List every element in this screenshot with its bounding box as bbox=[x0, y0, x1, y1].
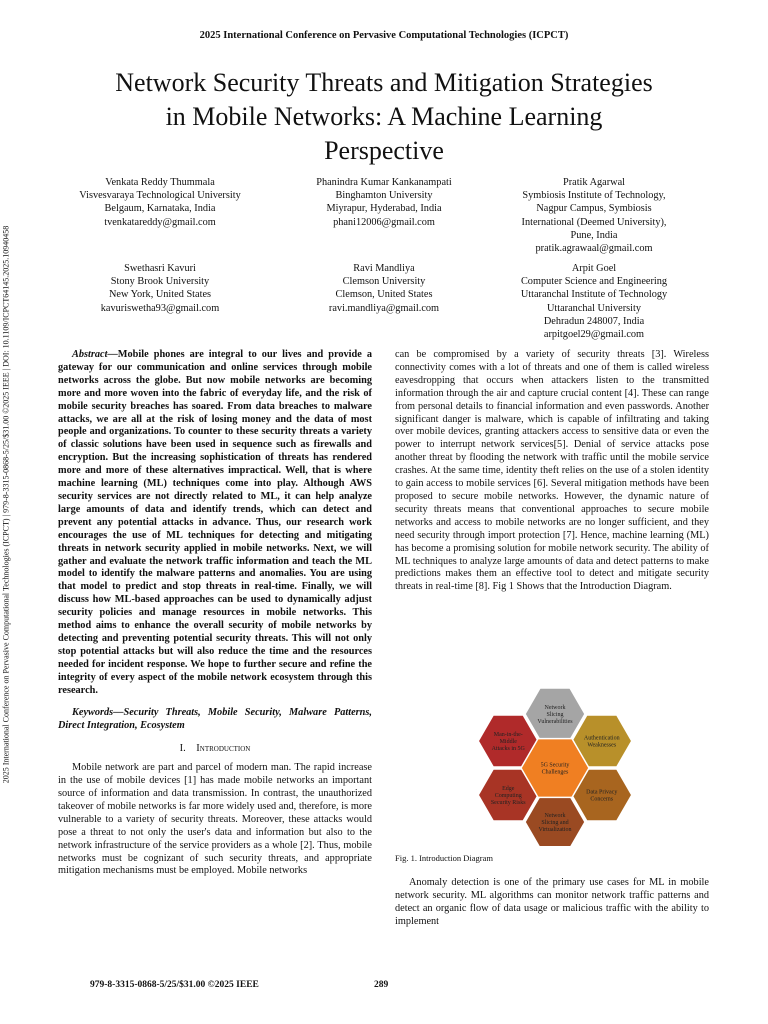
keywords-text: Security Threats, Mobile Security, Malware Patterns, Direct Integration, Ecosystem bbox=[58, 707, 372, 732]
diagram-node-label: Attacks in 5G bbox=[491, 746, 525, 752]
author-block bbox=[50, 176, 270, 229]
author-affiliation: Uttaranchal University bbox=[546, 302, 642, 314]
author-email: phani12006@gmail.com bbox=[333, 216, 435, 228]
author-affiliation: Stony Brook University bbox=[110, 276, 210, 288]
keywords bbox=[58, 707, 372, 733]
author-email: pratik.agrawaal@gmail.com bbox=[535, 243, 653, 255]
conference-header: 2025 International Conference on Pervasive Computational Technologies (ICPCT) bbox=[199, 30, 569, 41]
page-number: 289 bbox=[374, 980, 389, 990]
author-affiliation: Uttaranchal Institute of Technology bbox=[520, 289, 668, 301]
diagram-node-label: Slicing bbox=[546, 712, 564, 718]
side-doi-text: 2025 International Conference on Pervasive Computational Technologies (ICPCT) | 979-8-3315-0868-5/25/$31.00 ©2025 IEEE | DOI: 10.1109/ICPCT64145.2025.10940458 bbox=[1, 225, 11, 784]
left-column bbox=[58, 349, 372, 878]
section-title: Introduction bbox=[196, 743, 251, 755]
intro-paragraph: Mobile network are part and parcel of modern man. The rapid increase in the use of mobile devices [1] has made mobile networks an important source of information and data transmission. In contrast, the unauthorized takeover of mobile networks is far more widely used and, therefore, is more vulnerable to a variety of security threats. Moreover, these attacks would pose a threat to not only the user's data and information but also to the network infrastructure of the service providers as a whole [2]. Thus, mobile networks must be cognizant of such security threats, and appropriate mitigation mechanisms must be employed. Mobile networks bbox=[58, 762, 372, 877]
author-name: Venkata Reddy Thummala bbox=[105, 177, 215, 188]
author-email: tvenkatareddy@gmail.com bbox=[104, 216, 216, 228]
title-line: Network Security Threats and Mitigation Strategies bbox=[115, 68, 653, 97]
author-affiliation: Nagpur Campus, Symbiosis bbox=[536, 203, 652, 215]
keywords-label: Keywords— bbox=[72, 707, 124, 719]
diagram-node-label: Concerns bbox=[590, 796, 614, 803]
author-name: Ravi Mandliya bbox=[353, 263, 415, 274]
side-doi-strip bbox=[0, 0, 14, 1024]
diagram-node-label: Slicing and bbox=[541, 820, 569, 826]
diagram-node bbox=[525, 688, 585, 740]
author-block bbox=[274, 262, 494, 315]
abstract bbox=[58, 349, 372, 697]
body-paragraph: can be compromised by a variety of security threats [3]. Wireless connectivity comes with a lot of threats and one of them is called wireless eavesdropping that occurs when attackers listen to the transmitted information through the air and capture crucial content [4]. These can range from personal details to financial information and even passwords. Another significant danger is malware, which is capable of infiltrating and taking over mobile devices, granting attackers access to sensitive data or even the power to interrupt network services[5]. Denial of service attacks pose another threat by flooding the network with traffic until the mobile service crashes. At the same time, identity theft relies on the use of a stolen identity to gain access to mobile services [6]. Several mitigation methods have been proposed to secure mobile networks. However, the dynamic nature of security threats means that conventional approaches to secure mobile networks and access to mobile networks are no longer sufficient, and they need security through import protection [7]. Hence, machine learning (ML) has become a promising solution for mobile network security. The ability of ML techniques to analyze large amounts of data and detect patterns to make predictions makes them an effective tool to detect and mitigate security threats in real-time [8]. Fig 1 Shows that the Introduction Diagram. bbox=[395, 349, 709, 593]
author-block bbox=[274, 176, 494, 229]
diagram-node-label: Computing bbox=[494, 793, 522, 799]
footer-isbn: 979-8-3315-0868-5/25/$31.00 ©2025 IEEE bbox=[90, 980, 259, 990]
title-line: in Mobile Networks: A Machine Learning bbox=[165, 102, 603, 131]
right-column-top bbox=[395, 349, 709, 594]
diagram-node-label: Data Privacy bbox=[586, 789, 618, 796]
diagram-node-label: Security Risks bbox=[490, 800, 526, 806]
title-line: Perspective bbox=[324, 136, 444, 165]
author-affiliation: Clemson University bbox=[342, 276, 426, 288]
body-paragraph: Anomaly detection is one of the primary use cases for ML in mobile network security. ML algorithms can monitor network traffic patterns and detect an organic flow of data usage or malicious traffic with the ability to implement bbox=[395, 877, 709, 927]
author-location: Pune, India bbox=[570, 229, 618, 241]
diagram-node-label: Edge bbox=[502, 786, 515, 792]
author-affiliation: International (Deemed University), bbox=[521, 216, 667, 228]
right-column-bottom bbox=[395, 877, 709, 929]
diagram-node-label: Virtualization bbox=[538, 827, 572, 833]
author-email: arpitgoel29@gmail.com bbox=[543, 329, 645, 341]
section-number: I. bbox=[179, 743, 186, 755]
diagram-node-label: Weaknesses bbox=[587, 742, 617, 749]
abstract-text: Mobile phones are integral to our lives and provide a gateway for our communication and online services through mobile networks across the globe. But now mobile networks are becoming more and more woven into the fabric of everyday life, and the risk of mobile security breaches has soared. From data breaches to malware attacks, we are all at the risk of losing money and the data of most people and organizations. To counter to these security threats a variety of classic solutions have been used in sequence such as firewalls and encryption. But the increasing sophistication of threats has rendered more and more of these alternatives impractical. Well, that is where machine learning (ML) techniques come into play. Although AWS security services are not directly related to ML, it can help analyze large amounts of data and identify trends, which can detect and prevent any potential attacks in advance. Thus, our research work encourages the use of ML techniques for detecting and mitigating threats in network security applied in mobile networks. Next, we will gather and evaluate the network traffic information and teach the ML model to identify the malware patterns and anomalies. You are using that model to predict and stop threats in real-time. Finally, we will discuss how ML-based approaches can be used to dynamically adjust security policies and manage resources in mobile networks. This method aims to enhance the overall security of mobile networks by detecting and preventing potential security threats. This will not only stop potential attacks but will also reduce the time and the resources needed for incident response. We hope to further secure and refine the integrity of every aspect of the mobile network ecosystem through this research. bbox=[58, 349, 372, 696]
author-location: Clemson, United States bbox=[335, 289, 433, 301]
abstract-label: Abstract— bbox=[72, 349, 118, 360]
diagram-node-label: Challenges bbox=[541, 769, 569, 776]
author-location: New York, United States bbox=[108, 289, 212, 301]
author-email: ravi.mandliya@gmail.com bbox=[328, 302, 440, 314]
introduction-diagram bbox=[440, 670, 670, 846]
author-location: Dehradun 248007, India bbox=[543, 315, 645, 327]
author-block bbox=[484, 262, 704, 341]
author-affiliation: Binghamton University bbox=[335, 190, 433, 202]
author-name: Pratik Agarwal bbox=[562, 177, 626, 188]
figure-caption: Fig. 1. Introduction Diagram bbox=[395, 853, 493, 863]
diagram-node-label: Network bbox=[544, 705, 566, 711]
author-block bbox=[50, 262, 270, 315]
author-location: Miyrapur, Hyderabad, India bbox=[326, 203, 442, 215]
diagram-node-label: Authentication bbox=[583, 735, 620, 742]
diagram-node-label: Network bbox=[544, 813, 566, 819]
author-location: Belgaum, Karnataka, India bbox=[104, 203, 216, 215]
author-affiliation: Symbiosis Institute of Technology, bbox=[522, 190, 666, 202]
author-email: kavuriswetha93@gmail.com bbox=[100, 302, 220, 314]
author-name: Swethasri Kavuri bbox=[124, 263, 196, 274]
section-heading bbox=[58, 743, 372, 756]
author-block bbox=[484, 176, 704, 255]
author-name: Phanindra Kumar Kankanampati bbox=[316, 177, 452, 188]
author-affiliation: Computer Science and Engineering bbox=[520, 276, 668, 288]
author-name: Arpit Goel bbox=[571, 263, 617, 274]
author-affiliation: Visvesvaraya Technological University bbox=[79, 190, 241, 202]
diagram-node-label: Vulnerabilities bbox=[537, 719, 573, 725]
diagram-node-label: 5G Security bbox=[540, 762, 570, 769]
paper-title bbox=[40, 66, 728, 168]
diagram-node-label: Middle bbox=[499, 739, 517, 745]
diagram-node-label: Man-in-the- bbox=[493, 732, 523, 738]
